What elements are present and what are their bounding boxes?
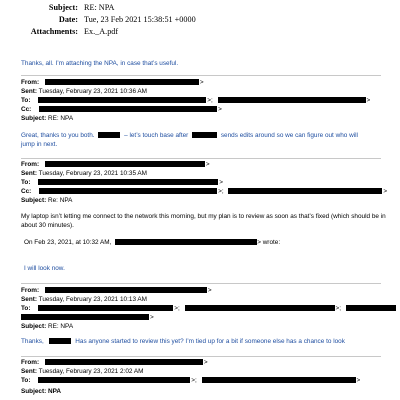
sent-label: Sent:	[21, 368, 37, 375]
angle-bracket: >	[203, 359, 208, 366]
to-row	[21, 97, 370, 105]
to-row	[21, 377, 360, 385]
message-header	[0, 0, 400, 40]
subject-label: Subject:	[21, 388, 47, 395]
body-text: – let’s touch base after	[124, 132, 189, 139]
from-label: From:	[21, 161, 40, 168]
sent-value: Tuesday, February 23, 2021 10:35 AM	[38, 170, 148, 177]
subject-row	[21, 388, 61, 396]
subject-row	[21, 115, 73, 123]
from-label: From:	[21, 359, 40, 366]
to-label: To:	[21, 179, 31, 186]
angle-bracket: >	[219, 179, 223, 186]
separator: ;	[221, 188, 224, 195]
from-row	[21, 359, 208, 367]
date-label: Date:	[58, 15, 78, 24]
to-row-continued	[21, 314, 154, 322]
separator: ;	[194, 377, 197, 384]
redaction	[45, 359, 203, 365]
from-row	[21, 287, 212, 295]
message-body	[21, 131, 391, 149]
angle-bracket: >	[207, 287, 212, 294]
angle-bracket: >	[150, 314, 154, 321]
body-text: jump in next.	[21, 141, 58, 148]
divider	[21, 75, 381, 76]
quote-prefix: On Feb 23, 2021, at 10:32 AM,	[24, 239, 112, 246]
sent-value: Tuesday, February 23, 2021 10:13 AM	[38, 296, 148, 303]
quote-suffix: > wrote:	[257, 239, 281, 246]
body-text: sends edits around so we can figure out who will	[220, 132, 358, 139]
angle-bracket: >	[199, 79, 204, 86]
subject-label: Subject:	[21, 115, 47, 122]
redaction	[228, 188, 382, 194]
angle-bracket: >	[174, 305, 178, 312]
sent-row	[21, 88, 147, 96]
subject-value: NPA	[48, 388, 62, 395]
subject-label: Subject:	[21, 323, 47, 330]
cc-row	[21, 188, 387, 196]
redaction	[38, 97, 206, 103]
body-text: Great, thanks to you both.	[21, 132, 95, 139]
sent-label: Sent:	[21, 170, 37, 177]
sent-row	[21, 296, 147, 304]
subject-row	[21, 197, 72, 205]
redaction	[185, 305, 335, 311]
angle-bracket: >	[366, 97, 371, 104]
body-text: Thanks,	[21, 338, 44, 345]
message-body: My laptop isn’t letting me connect to the network this morning, but my plan is to review as soon as that’s fixed (which should be in about 30 minutes).	[21, 213, 386, 229]
redaction	[202, 377, 356, 383]
subject-value: Re: NPA	[48, 197, 73, 204]
redaction	[98, 132, 120, 138]
redaction	[38, 179, 218, 185]
redaction	[346, 305, 396, 311]
redaction	[45, 79, 199, 85]
from-row	[21, 161, 210, 169]
sent-label: Sent:	[21, 88, 37, 95]
message-body: Thanks, all. I’m attaching the NPA, in case that’s useful.	[21, 60, 179, 67]
subject-label: Subject:	[48, 3, 78, 12]
cc-label: Cc:	[21, 188, 32, 195]
from-label: From:	[21, 287, 40, 294]
sent-value: Tuesday, February 23, 2021 2:02 AM	[38, 368, 144, 375]
from-label: From:	[21, 79, 40, 86]
subject-value: RE: NPA	[48, 115, 74, 122]
cc-row	[21, 106, 222, 114]
angle-bracket: >	[205, 161, 210, 168]
angle-bracket: >	[207, 97, 211, 104]
redaction	[38, 305, 173, 311]
to-label: To:	[21, 377, 31, 384]
body-text: Has anyone started to review this yet? I’m tied up for a bit if someone else has a chance to look	[75, 338, 345, 345]
from-row	[21, 79, 204, 87]
redaction	[45, 287, 207, 293]
angle-bracket: >	[218, 188, 222, 195]
separator: ;	[177, 305, 180, 312]
quoted-reply: I will look now.	[24, 265, 65, 272]
angle-bracket: >	[335, 305, 340, 312]
divider	[21, 283, 381, 284]
sent-label: Sent:	[21, 296, 37, 303]
angle-bracket: >	[356, 377, 361, 384]
date-value: Tue, 23 Feb 2021 15:38:51 +0000	[84, 15, 196, 24]
subject-value: RE: NPA	[84, 3, 115, 12]
redaction	[39, 106, 217, 112]
message-body	[21, 337, 391, 346]
sent-row	[21, 368, 143, 376]
redaction	[38, 377, 190, 383]
redaction	[115, 239, 257, 245]
to-label: To:	[21, 305, 31, 312]
sent-row	[21, 170, 147, 178]
angle-bracket: >	[191, 377, 195, 384]
to-row	[21, 305, 396, 313]
divider	[21, 356, 381, 357]
attachments-label: Attachments:	[30, 27, 78, 36]
quote-header	[24, 239, 280, 247]
angle-bracket: >	[218, 106, 222, 113]
subject-value: RE: NPA	[48, 323, 74, 330]
divider	[21, 158, 381, 159]
redaction	[218, 97, 366, 103]
subject-row	[21, 323, 73, 331]
angle-bracket: >	[383, 188, 388, 195]
redaction	[39, 188, 217, 194]
cc-label: Cc:	[21, 106, 32, 113]
sent-value: Tuesday, February 23, 2021 10:36 AM	[38, 88, 148, 95]
redaction	[49, 338, 71, 344]
redaction	[192, 132, 217, 138]
subject-label: Subject:	[21, 197, 47, 204]
separator: ;	[210, 97, 213, 104]
to-label: To:	[21, 97, 31, 104]
redaction	[21, 314, 149, 320]
redaction	[45, 161, 205, 167]
to-row	[21, 179, 223, 187]
separator: ;	[339, 305, 342, 312]
attachment-link[interactable]: Ex._A.pdf	[84, 27, 119, 36]
